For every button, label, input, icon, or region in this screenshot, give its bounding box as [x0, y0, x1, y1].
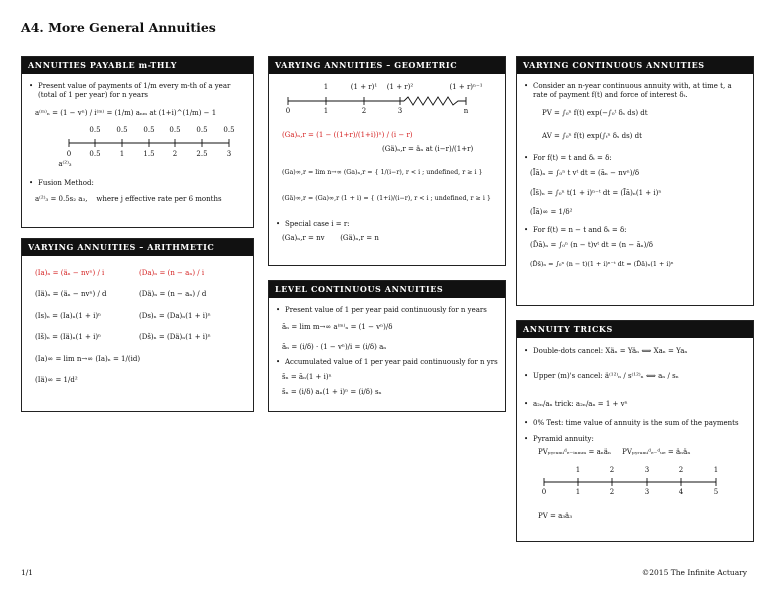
mthly-tick-bottom: 1.5: [143, 150, 155, 159]
mthly-tick-top: 0.5: [223, 126, 235, 135]
geom-timeline: [276, 79, 498, 117]
mthly-eq-2-note: where j effective rate per 6 months: [96, 194, 222, 203]
vcont-bullet-1: • Consider an n-year continuous annuity with, at time t, a rate of payment f(t) and force of interest δₜ.: [524, 82, 746, 101]
tricks-tick-bottom: 2: [609, 487, 615, 496]
tricks-bullet-2: • Upper (m)'s cancel: ä⁽¹²⁾ₙ / s⁽¹²⁾ₙ ⟺ aₙ / sₙ: [524, 372, 746, 381]
mthly-tick-bottom: 2: [172, 150, 178, 159]
level-bullet-1: • Present value of 1 per year paid continuously for n years: [276, 306, 498, 315]
geom-eq-1b: (Gä)ₙ,r = äₙ at (i−r)/(1+r): [382, 145, 474, 154]
mthly-header: ANNUITIES PAYABLE m-THLY: [22, 57, 253, 74]
geom-eq-1: (Ga)ₙ,r = (1 − ((1+r)/(1+i))ⁿ) / (i − r): [282, 131, 413, 139]
geom-bullet: • Special case i = r:: [276, 220, 498, 229]
arith-row: [35, 312, 246, 321]
geom-header: VARYING ANNUITIES – GEOMETRIC: [269, 57, 505, 74]
geom-tick-top: (1 + r)¹: [350, 83, 378, 91]
tricks-tick-bottom: 4: [678, 487, 684, 496]
level-eq-1: āₙ = lim m→∞ a⁽ᵐ⁾ₙ = (1 − vⁿ)/δ: [282, 323, 393, 332]
tricks-bullet-4: • 0% Test: time value of annuity is the sum of the payments: [524, 419, 746, 428]
level-eq-2: āₙ = (i/δ) · (1 − vⁿ)/i = (i/δ) aₙ: [282, 342, 387, 351]
geom-tick-bottom: 1: [323, 107, 329, 115]
vcont-eq-5: (D̄s̄)ₙ = ∫₀ⁿ (n − t)(1 + i)ⁿ⁻ᵗ dt = (D̄ā)ₙ(1 + i)ⁿ: [530, 260, 674, 269]
level-bullet-2: • Accumulated value of 1 per year paid continuously for n yrs: [276, 358, 498, 367]
vcont-eq-3: (Īā)∞ = 1/δ²: [530, 208, 573, 217]
mthly-tick-top: 0.5: [169, 126, 181, 135]
tricks-box: [516, 320, 754, 542]
mthly-tick-bottom: 0: [66, 150, 72, 159]
mthly-bullet-1: • Present value of payments of 1/m every m-th of a year (total of 1 per year) for n years: [29, 82, 246, 101]
arith-formula: (Ds)ₙ = (Da)ₙ(1 + i)ⁿ: [139, 311, 211, 320]
vcont-eq-2: (Īs̄)ₙ = ∫₀ⁿ t(1 + i)ⁿ⁻ᵗ dt = (Īā)ₙ(1 + i)ⁿ: [530, 188, 662, 197]
arith-perp-1: (Ia)∞ = lim n→∞ (Ia)ₙ = 1/(id): [35, 354, 141, 363]
tricks-header: ANNUITY TRICKS: [517, 321, 753, 338]
arith-formula: (Iä)ₙ = (äₙ − nvⁿ) / d: [35, 290, 107, 299]
tricks-tick-top: 2: [678, 465, 684, 474]
tricks-pyramid-due: PVₚᵧᵣₐₘᵢᵈₑ₋ᵈᵤₑ = äₙäₙ: [622, 448, 691, 457]
footer-copyright: ©2015 The Infinite Actuary: [641, 568, 747, 577]
arith-formula: (Dš)ₙ = (Dä)ₙ(1 + i)ⁿ: [139, 333, 211, 342]
tricks-bullet-5: • Pyramid annuity:: [524, 435, 746, 444]
level-header: LEVEL CONTINUOUS ANNUITIES: [269, 281, 505, 298]
mthly-eq-1: a⁽ᵐ⁾ₙ = (1 − vⁿ) / i⁽ᵐ⁾ = (1/m) aₙₘ at (1+i)^(1/m) − 1: [35, 108, 217, 117]
tricks-pv: PV = a₃ä₃: [538, 511, 573, 520]
arith-formula: (Is)ₙ = (Ia)ₙ(1 + i)ⁿ: [35, 311, 102, 320]
arith-formula: (Dä)ₙ = (n − aₙ) / d: [139, 290, 207, 299]
tricks-tick-top: 2: [609, 465, 615, 474]
vcont-bullet-3: • For f(t) = n − t and δₜ = δ:: [524, 226, 746, 235]
geom-tick-top: (1 + r)ⁿ⁻¹: [449, 83, 483, 91]
arith-header: VARYING ANNUITIES – ARITHMETIC: [22, 239, 253, 256]
level-box: [268, 280, 506, 412]
vcont-av: AV = ∫₀ⁿ f(t) exp(∫ₜⁿ δₛ ds) dt: [542, 132, 642, 141]
vcont-bullet-2: • For f(t) = t and δₜ = δ:: [524, 154, 746, 163]
geom-tick-bottom: 2: [361, 107, 367, 115]
geom-special-2: (Gä)ₙ,r = n: [340, 234, 379, 243]
geom-tick-bottom: 3: [397, 107, 403, 115]
mthly-bullet-2: • Fusion Method:: [29, 179, 246, 188]
arith-formula: (Iš)ₙ = (Iä)ₙ(1 + i)ⁿ: [35, 333, 102, 342]
geom-tick-bottom: 0: [285, 107, 291, 115]
mthly-timeline: [29, 123, 246, 173]
mthly-eq-2-formula: a⁽²⁾₃ = 0.5s₂ a₃,: [35, 194, 88, 203]
tricks-pyramid-imm: PVₚᵧᵣₐₘᵢᵈₑ₋ᵢₙₘₘ = aₙäₙ: [538, 448, 611, 457]
arith-box: [21, 238, 254, 412]
level-eq-4: s̄ₙ = (i/δ) aₙ(1 + i)ⁿ = (i/δ) sₙ: [282, 388, 382, 397]
geom-tick-bottom: n: [463, 107, 469, 115]
tricks-tick-top: 3: [644, 465, 650, 474]
vcont-box: [516, 56, 754, 306]
mthly-tick-top: 0.5: [89, 126, 101, 135]
mthly-tick-bottom: 2.5: [196, 150, 208, 159]
arith-row: [35, 333, 246, 342]
tricks-pyramid: [538, 448, 746, 457]
mthly-axis-label: a⁽²⁾₃: [58, 160, 72, 169]
mthly-tick-bottom: 1: [119, 150, 125, 159]
mthly-tick-bottom: 3: [226, 150, 232, 159]
page-title: A4. More General Annuities: [21, 20, 216, 35]
tricks-timeline-axis: [524, 466, 746, 502]
geom-eq-2: (Ga)∞,r = lim n→∞ (Ga)ₙ,r = { 1/(i−r), r < i ; undefined, r ≥ i }: [282, 168, 483, 176]
vcont-pv: PV = ∫₀ⁿ f(t) exp(−∫₀ᵗ δₛ ds) dt: [542, 108, 648, 117]
tricks-tick-top: 1: [575, 465, 581, 474]
vcont-eq-1: (Īā)ₙ = ∫₀ⁿ t vᵗ dt = (āₙ − nvⁿ)/δ: [530, 169, 640, 178]
mthly-tick-top: 0.5: [116, 126, 128, 135]
geom-special-1: (Ga)ₙ,r = nv: [282, 234, 325, 243]
arith-row: [35, 290, 246, 299]
mthly-tick-top: 0.5: [196, 126, 208, 135]
tricks-tick-top: 1: [713, 465, 719, 474]
geom-special: [282, 234, 498, 243]
mthly-tick-bottom: 0.5: [89, 150, 101, 159]
tricks-tick-bottom: 1: [575, 487, 581, 496]
tricks-tick-bottom: 0: [541, 487, 547, 496]
tricks-tick-bottom: 3: [644, 487, 650, 496]
tricks-timeline: [524, 466, 746, 502]
vcont-header: VARYING CONTINUOUS ANNUITIES: [517, 57, 753, 74]
arith-perp-2: (Iä)∞ = 1/d²: [35, 376, 78, 385]
arith-row: [35, 269, 246, 278]
mthly-box: [21, 56, 254, 228]
geom-tick-top: (1 + r)²: [386, 83, 414, 91]
mthly-tick-top: 0.5: [143, 126, 155, 135]
mthly-eq-2: [35, 195, 246, 204]
arith-formula: (Ia)ₙ = (äₙ − nvⁿ) / i: [35, 269, 105, 277]
vcont-eq-4: (D̄ā)ₙ = ∫₀ⁿ (n − t)vᵗ dt = (n − āₙ)/δ: [530, 240, 653, 249]
geom-box: [268, 56, 506, 266]
level-eq-3: s̄ₙ = āₙ(1 + i)ⁿ: [282, 372, 332, 381]
tricks-bullet-1: • Double-dots cancel: Xäₙ = Yäₙ ⟺ Xaₙ = Yaₙ: [524, 347, 746, 356]
geom-eq-3: (Gä)∞,r = (Ga)∞,r (1 + i) = { (1+i)/(i−r), r < i ; undefined, r ≥ i }: [282, 195, 491, 203]
tricks-bullet-3: • a₂ₙ/aₙ trick: a₂ₙ/aₙ = 1 + vⁿ: [524, 400, 746, 409]
tricks-tick-bottom: 5: [713, 487, 719, 496]
footer-page: 1/1: [21, 568, 34, 577]
geom-tick-top: 1: [323, 83, 329, 91]
arith-formula: (Da)ₙ = (n − aₙ) / i: [139, 269, 205, 277]
